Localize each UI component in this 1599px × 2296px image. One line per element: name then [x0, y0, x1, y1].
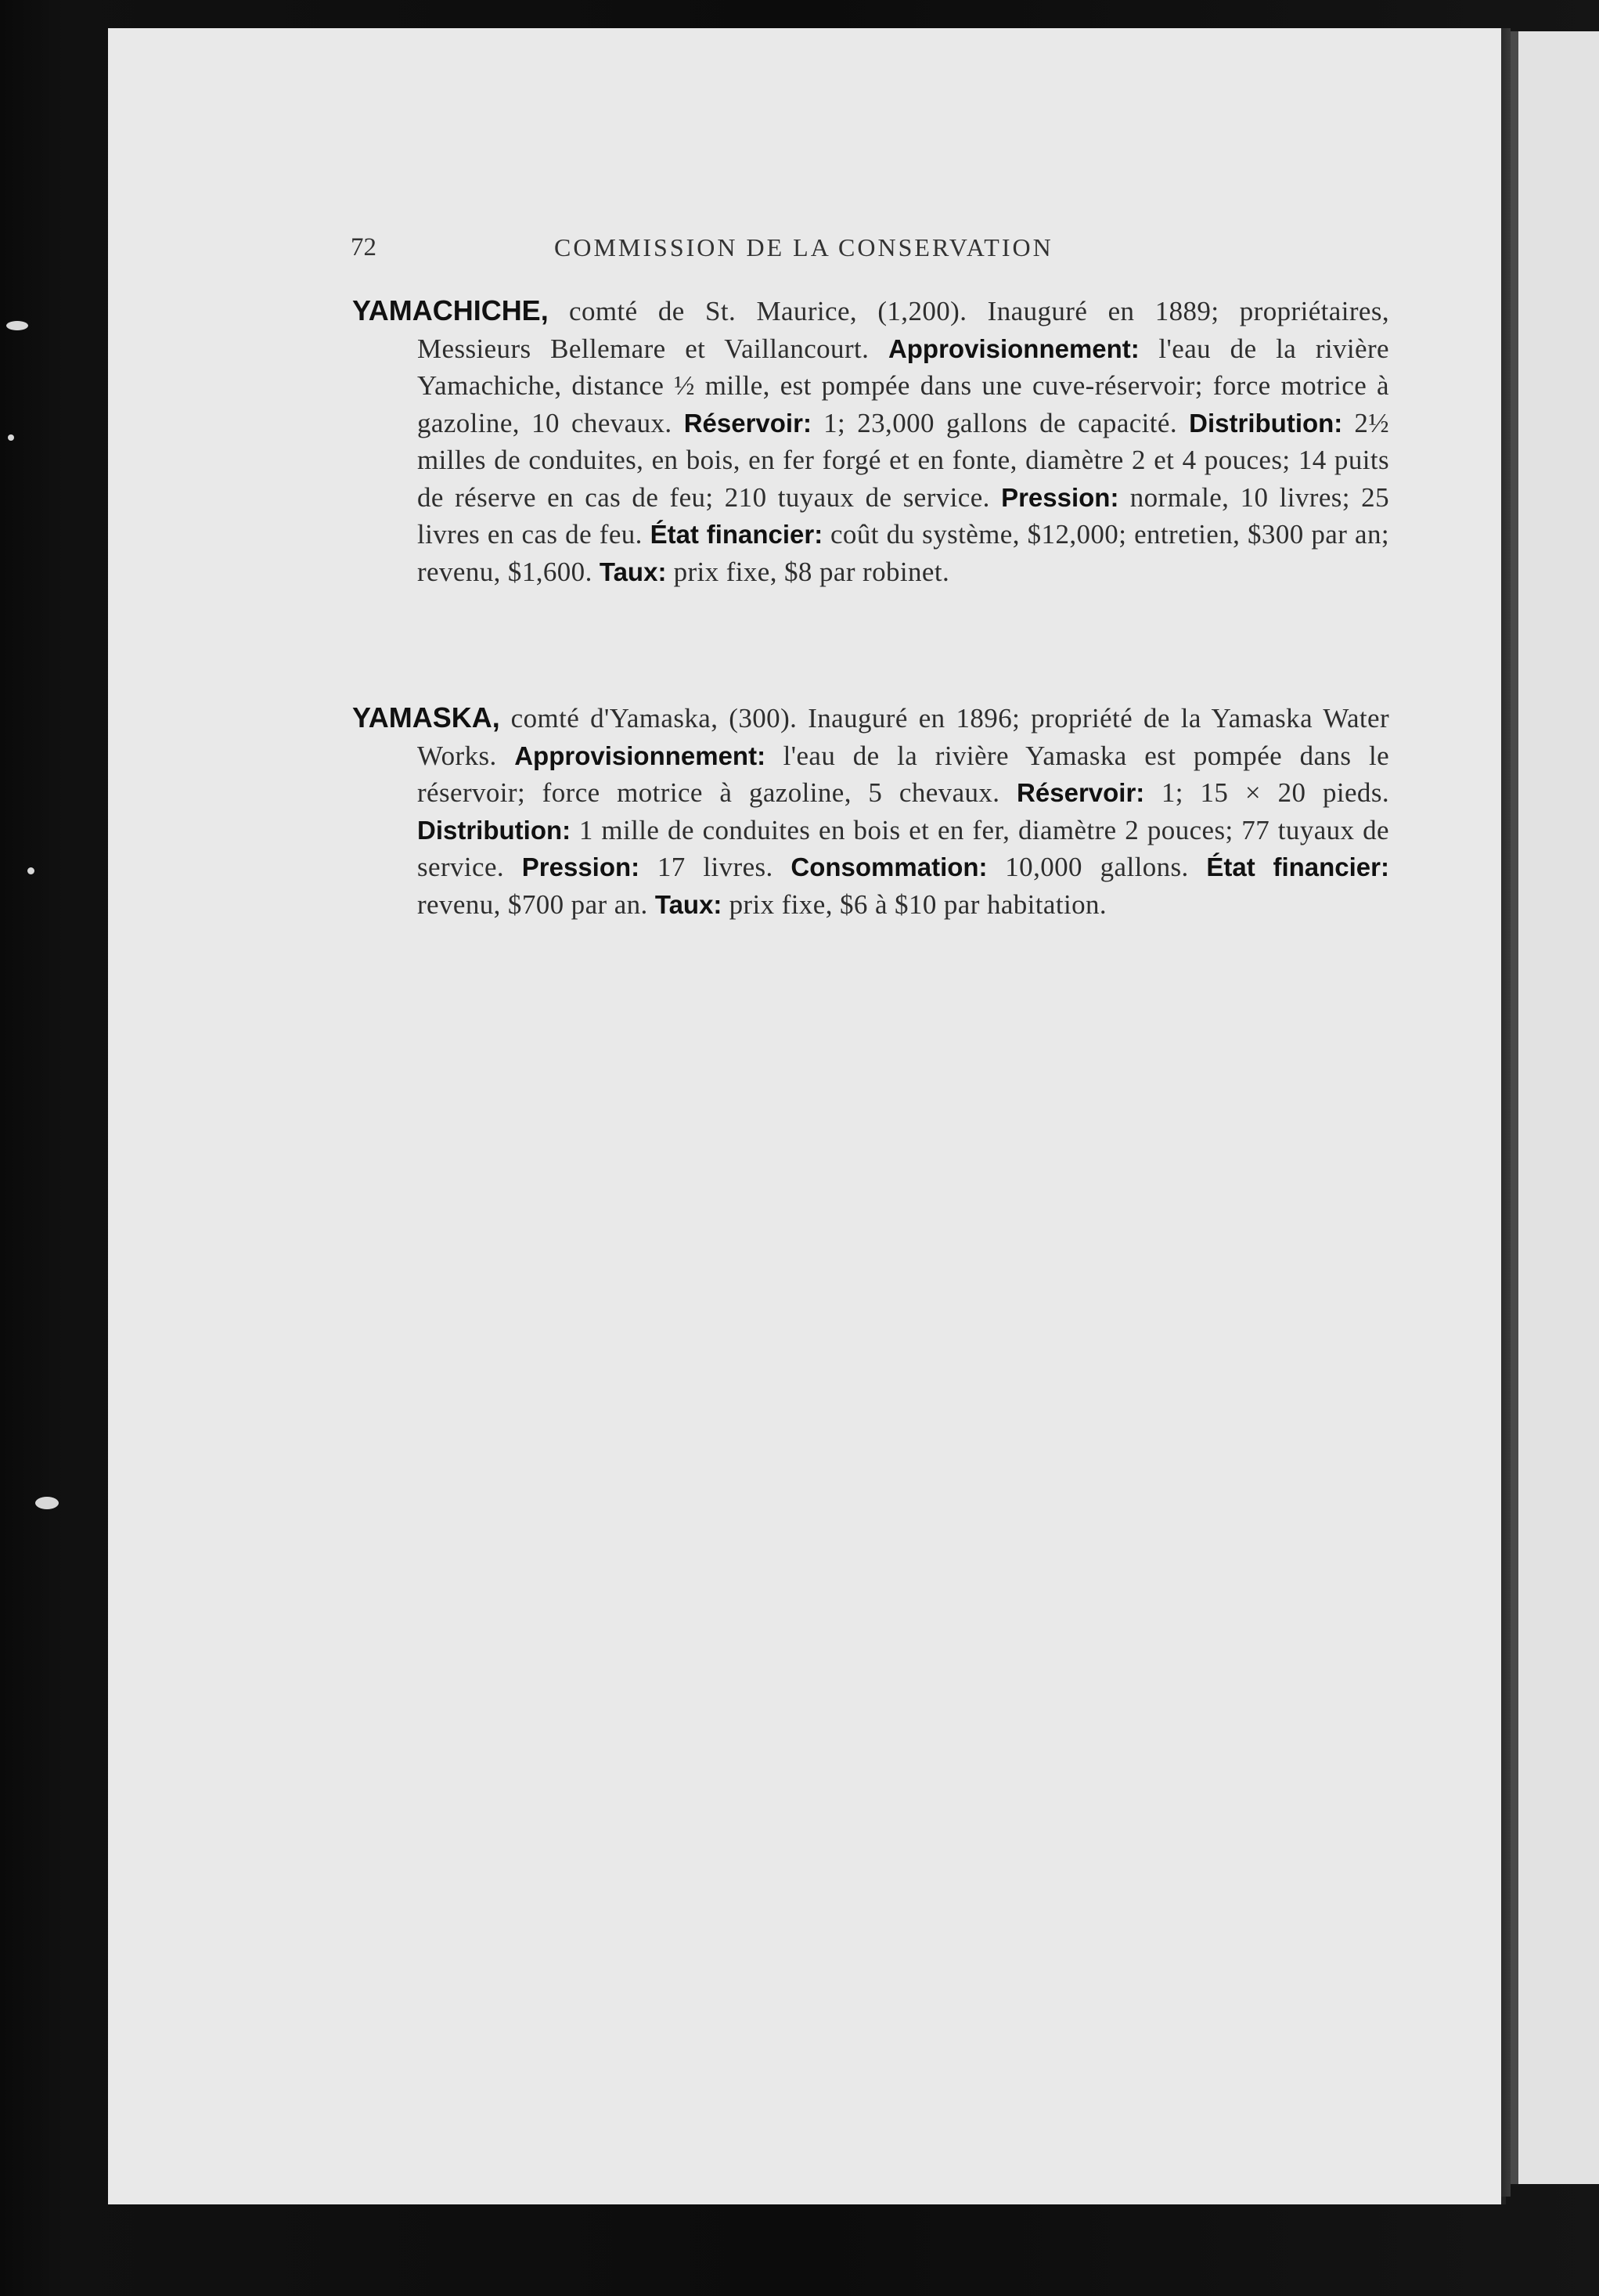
reservoir-label: Réservoir:	[1017, 778, 1145, 807]
entry-yamachiche	[352, 292, 1389, 590]
approvisionnement-label: Approvisionnement:	[514, 741, 766, 770]
pression-label: Pression:	[1001, 482, 1119, 512]
approvisionnement-text: l'eau de la rivière Yamaska est pompée dans le réservoir; force motrice à gazoline, 5 chevaux.	[417, 740, 1390, 808]
consommation-text: 10,000 gallons.	[987, 852, 1207, 882]
distribution-label: Distribution:	[1189, 408, 1343, 438]
page-gutter	[1501, 28, 1511, 2197]
scan-speck	[27, 867, 34, 874]
pression-text: normale, 10 livres; 25 livres en cas de feu.	[417, 481, 1389, 550]
etat-financier-label: État financier:	[650, 520, 823, 549]
distribution-label: Distribution:	[417, 815, 571, 845]
scan-speck	[8, 434, 14, 441]
entry-intro: comté d'Yamaska, (300). Inauguré en 1896; propriété de la Yamaska Water Works.	[417, 703, 1389, 771]
etat-financier-label: État financier:	[1206, 852, 1389, 881]
etat-financier-text: coût du système, $12,000; entretien, $300 par an; revenu, $1,600.	[417, 519, 1389, 587]
reservoir-text: 1; 15 × 20 pieds.	[1144, 777, 1389, 808]
page-number: 72	[351, 233, 376, 261]
entry-name: YAMASKA,	[352, 701, 500, 733]
entry-yamaska	[352, 699, 1389, 923]
entry-intro: comté de St. Maurice, (1,200). Inauguré en 1889; propriétaires, Messieurs Bellemare et Vaillancourt.	[417, 296, 1389, 364]
distribution-text: 1 mille de conduites en bois et en fer, diamètre 2 pouces; 77 tuyaux de service.	[417, 814, 1389, 882]
etat-financier-text: revenu, $700 par an.	[417, 888, 655, 920]
scan-speck	[35, 1497, 59, 1509]
approvisionnement-label: Approvisionnement:	[888, 333, 1140, 363]
taux-label: Taux:	[599, 557, 667, 586]
pression-label: Pression:	[521, 852, 640, 881]
taux-text: prix fixe, $8 par robinet.	[666, 556, 950, 587]
scan-speck	[6, 321, 28, 330]
approvisionnement-text: l'eau de la rivière Yamachiche, distance ½ mille, est pompée dans une cuve-réservoir; force motrice à gazoline, 10 chevaux.	[417, 333, 1389, 438]
page-header	[351, 233, 1392, 268]
taux-text: prix fixe, $6 à $10 par habitation.	[722, 888, 1107, 920]
distribution-text: 2½ milles de conduites, en bois, en fer forgé et en fonte, diamètre 2 et 4 pouces; 14 puits de réserve en cas de feu; 210 tuyaux de service.	[417, 407, 1389, 513]
reservoir-label: Réservoir:	[683, 408, 812, 438]
running-title: COMMISSION DE LA CONSERVATION	[554, 233, 1053, 261]
reservoir-text: 1; 23,000 gallons de capacité.	[811, 407, 1190, 438]
entry-name: YAMACHICHE,	[352, 294, 549, 326]
facing-page-edge	[1511, 31, 1599, 2184]
pression-text: 17 livres.	[639, 852, 791, 882]
consommation-label: Consommation:	[790, 852, 988, 881]
taux-label: Taux:	[654, 889, 722, 919]
